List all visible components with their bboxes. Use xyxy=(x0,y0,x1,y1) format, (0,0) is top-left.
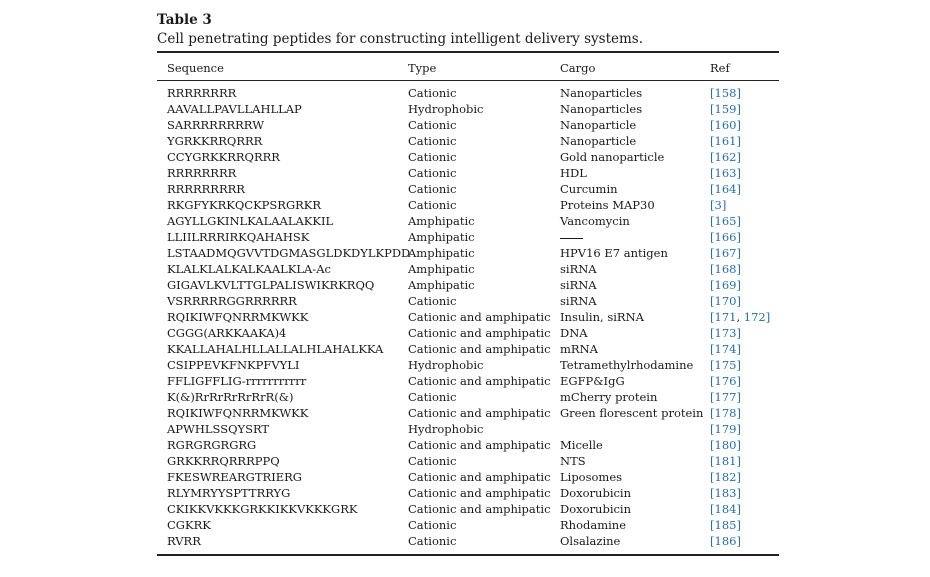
cell-ref: [173] xyxy=(710,326,741,340)
cell-cargo: Nanoparticle xyxy=(560,134,637,148)
table-caption xyxy=(157,12,643,48)
cell-ref: [181] xyxy=(710,454,741,468)
cell-sequence: AGYLLGKINLKALAALAKKIL xyxy=(167,214,334,228)
citation-link[interactable]: 3 xyxy=(714,198,722,212)
cell-type: Cationic and amphipatic xyxy=(408,326,551,340)
dash-rule xyxy=(560,238,583,239)
bottom-rule xyxy=(157,554,779,556)
cell-ref: [184] xyxy=(710,502,741,516)
citation-link[interactable]: 161 xyxy=(714,134,737,148)
cell-type: Cationic and amphipatic xyxy=(408,342,551,356)
cell-sequence: RLYMRYYSPTTRRYG xyxy=(167,486,291,500)
table-row xyxy=(0,373,930,389)
citation-link[interactable]: 171 xyxy=(714,310,737,324)
cell-cargo: DNA xyxy=(560,326,588,340)
cell-sequence: RGRGRGRGRG xyxy=(167,438,257,452)
table-row xyxy=(0,485,930,501)
table-row xyxy=(0,501,930,517)
cell-cargo: Micelle xyxy=(560,438,603,452)
table-row xyxy=(0,309,930,325)
table-row xyxy=(0,261,930,277)
cell-ref: [166] xyxy=(710,230,741,244)
citation-link[interactable]: 173 xyxy=(714,326,737,340)
cell-type: Cationic and amphipatic xyxy=(408,406,551,420)
cell-sequence: RKGFYKRKQCKPSRGRKR xyxy=(167,198,322,212)
citation-link[interactable]: 163 xyxy=(714,166,737,180)
cell-cargo: Doxorubicin xyxy=(560,502,632,516)
cell-sequence: KLALKLALKALKAALKLA-Ac xyxy=(167,262,331,276)
cargo-text xyxy=(583,229,584,230)
cell-ref: [164] xyxy=(710,182,741,196)
table-row xyxy=(0,421,930,437)
cell-ref: [180] xyxy=(710,438,741,452)
cell-ref: [168] xyxy=(710,262,741,276)
citation-link[interactable]: 178 xyxy=(714,406,737,420)
citation-link[interactable]: 165 xyxy=(714,214,737,228)
cell-type: Amphipatic xyxy=(408,278,475,292)
citation-link[interactable]: 168 xyxy=(714,262,737,276)
cell-ref: [167] xyxy=(710,246,741,260)
cell-cargo: siRNA xyxy=(560,294,597,308)
header-ref: Ref xyxy=(710,61,730,75)
table-row xyxy=(0,389,930,405)
cell-sequence: RRRRRRRR xyxy=(167,86,237,100)
cell-cargo: Vancomycin xyxy=(560,214,630,228)
cell-type: Cationic and amphipatic xyxy=(408,502,551,516)
citation-link[interactable]: 170 xyxy=(714,294,737,308)
cell-type: Cationic xyxy=(408,118,457,132)
citation-link[interactable]: 160 xyxy=(714,118,737,132)
table-row xyxy=(0,341,930,357)
citation-link[interactable]: 172 xyxy=(743,310,766,324)
cell-type: Hydrophobic xyxy=(408,102,484,116)
cell-ref: [171, 172] xyxy=(710,310,771,324)
citation-link[interactable]: 179 xyxy=(714,422,737,436)
cell-cargo: HDL xyxy=(560,166,587,180)
table-row xyxy=(0,533,930,549)
table-body xyxy=(0,85,930,549)
cell-ref: [159] xyxy=(710,102,741,116)
cell-ref: [183] xyxy=(710,486,741,500)
cell-ref: [163] xyxy=(710,166,741,180)
cell-sequence: FKESWREARGTRIERG xyxy=(167,470,302,484)
cell-cargo: Nanoparticles xyxy=(560,102,643,116)
cell-type: Hydrophobic xyxy=(408,358,484,372)
citation-link[interactable]: 159 xyxy=(714,102,737,116)
cell-ref: [177] xyxy=(710,390,741,404)
ref-separator: , xyxy=(736,310,744,324)
table-row xyxy=(0,85,930,101)
cell-sequence: CGGG(ARKKAAKA)4 xyxy=(167,326,287,340)
cell-sequence: RVRR xyxy=(167,534,201,548)
cell-ref: [179] xyxy=(710,422,741,436)
cell-sequence: GIGAVLKVLTTGLPALISWIKRKRQQ xyxy=(167,278,375,292)
cell-ref: [3] xyxy=(710,198,727,212)
top-rule xyxy=(157,51,779,53)
cell-cargo: Nanoparticle xyxy=(560,118,637,132)
cell-ref: [178] xyxy=(710,406,741,420)
cell-type: Cationic xyxy=(408,150,457,164)
cell-type: Cationic and amphipatic xyxy=(408,486,551,500)
table-row xyxy=(0,437,930,453)
cell-sequence: RQIKIWFQNRRMKWKK xyxy=(167,406,309,420)
cell-sequence: VSRRRRRGGRRRRRR xyxy=(167,294,297,308)
cell-ref: [161] xyxy=(710,134,741,148)
cell-ref: [160] xyxy=(710,118,741,132)
cell-cargo: Proteins MAP30 xyxy=(560,198,655,212)
citation-link[interactable]: 162 xyxy=(714,150,737,164)
cell-sequence: GRKKRRQRRRPPQ xyxy=(167,454,280,468)
cell-sequence: SARRRRRRRRW xyxy=(167,118,265,132)
cell-sequence: CGKRK xyxy=(167,518,211,532)
cell-ref: [174] xyxy=(710,342,741,356)
citation-link[interactable]: 164 xyxy=(714,182,737,196)
cell-cargo: siRNA xyxy=(560,278,597,292)
cell-ref: [175] xyxy=(710,358,741,372)
table-row xyxy=(0,357,930,373)
cell-type: Cationic xyxy=(408,198,457,212)
cell-ref: [162] xyxy=(710,150,741,164)
cell-cargo: Rhodamine xyxy=(560,518,627,532)
table-row xyxy=(0,453,930,469)
cell-sequence: RRRRRRRR xyxy=(167,166,237,180)
cell-cargo: Insulin, siRNA xyxy=(560,310,644,324)
table-row xyxy=(0,277,930,293)
table-row xyxy=(0,149,930,165)
cell-type: Amphipatic xyxy=(408,262,475,276)
cell-ref: [169] xyxy=(710,278,741,292)
citation-link[interactable]: 186 xyxy=(714,534,737,548)
cell-ref: [165] xyxy=(710,214,741,228)
cell-sequence: LSTAADMQGVVTDGMASGLDKDYLKPDD xyxy=(167,246,411,260)
table-row xyxy=(0,101,930,117)
table-row xyxy=(0,293,930,309)
cell-cargo: Doxorubicin xyxy=(560,486,632,500)
cell-cargo: Curcumin xyxy=(560,182,618,196)
table-row xyxy=(0,181,930,197)
citation-link[interactable]: 166 xyxy=(714,230,737,244)
cell-sequence: CCYGRKKRRQRRR xyxy=(167,150,280,164)
cell-sequence: YGRKKRRQRRR xyxy=(167,134,263,148)
citation-link[interactable]: 175 xyxy=(714,358,737,372)
citation-link[interactable]: 174 xyxy=(714,342,737,356)
citation-link[interactable]: 184 xyxy=(714,502,737,516)
table-row xyxy=(0,117,930,133)
cell-type: Cationic xyxy=(408,182,457,196)
cell-ref: [158] xyxy=(710,86,741,100)
cell-cargo: Olsalazine xyxy=(560,534,621,548)
cell-type: Cationic xyxy=(408,518,457,532)
cell-type: Cationic xyxy=(408,294,457,308)
table-row xyxy=(0,325,930,341)
cell-cargo: HPV16 E7 antigen xyxy=(560,246,668,260)
cell-type: Cationic and amphipatic xyxy=(408,374,551,388)
cell-ref: [185] xyxy=(710,518,741,532)
header-rule xyxy=(157,80,779,81)
cell-cargo: Gold nanoparticle xyxy=(560,150,665,164)
cell-type: Hydrophobic xyxy=(408,422,484,436)
citation-link[interactable]: 176 xyxy=(714,374,737,388)
cell-type: Cationic xyxy=(408,134,457,148)
table-row xyxy=(0,197,930,213)
cell-cargo: Tetramethylrhodamine xyxy=(560,358,694,372)
cell-cargo: Liposomes xyxy=(560,470,623,484)
cell-sequence: K(&)RrRrRrRrRrR(&) xyxy=(167,390,294,404)
cell-sequence: FFLIGFFLIG-rrrrrrrrrrr xyxy=(167,374,307,388)
cell-type: Cationic and amphipatic xyxy=(408,438,551,452)
table-row xyxy=(0,213,930,229)
table-row xyxy=(0,245,930,261)
table-title: Cell penetrating peptides for constructing intelligent delivery systems. xyxy=(157,31,643,47)
citation-link[interactable]: 177 xyxy=(714,390,737,404)
header-type: Type xyxy=(408,61,437,75)
cell-type: Cationic xyxy=(408,454,457,468)
cell-ref: [176] xyxy=(710,374,741,388)
cell-type: Cationic and amphipatic xyxy=(408,310,551,324)
table-row xyxy=(0,133,930,149)
cell-sequence: AAVALLPAVLLAHLLAP xyxy=(167,102,302,116)
cell-sequence: RQIKIWFQNRRMKWKK xyxy=(167,310,309,324)
cell-type: Cationic xyxy=(408,534,457,548)
cell-sequence: CSIPPEVKFNKPFVYLI xyxy=(167,358,300,372)
cell-cargo: Nanoparticles xyxy=(560,86,643,100)
cell-ref: [186] xyxy=(710,534,741,548)
header-sequence: Sequence xyxy=(167,61,224,75)
citation-link[interactable]: 185 xyxy=(714,518,737,532)
cell-type: Cationic xyxy=(408,86,457,100)
table-row xyxy=(0,229,930,245)
citation-link[interactable]: 180 xyxy=(714,438,737,452)
citation-link[interactable]: 183 xyxy=(714,486,737,500)
cell-cargo: mCherry protein xyxy=(560,390,658,404)
table-row xyxy=(0,405,930,421)
cell-type: Amphipatic xyxy=(408,246,475,260)
cell-type: Cationic xyxy=(408,390,457,404)
cell-type: Cationic and amphipatic xyxy=(408,470,551,484)
cell-type: Amphipatic xyxy=(408,214,475,228)
cell-cargo: siRNA xyxy=(560,262,597,276)
cell-sequence: APWHLSSQYSRT xyxy=(167,422,270,436)
citation-link[interactable]: 169 xyxy=(714,278,737,292)
citation-link[interactable]: 182 xyxy=(714,470,737,484)
table-row xyxy=(0,469,930,485)
citation-link[interactable]: 167 xyxy=(714,246,737,260)
header-cargo: Cargo xyxy=(560,61,596,75)
cell-cargo: EGFP&IgG xyxy=(560,374,625,388)
cell-sequence: LLIILRRRIRKQAHAHSK xyxy=(167,230,310,244)
table-row xyxy=(0,517,930,533)
cell-type: Amphipatic xyxy=(408,230,475,244)
cell-ref: [182] xyxy=(710,470,741,484)
cell-cargo xyxy=(560,229,583,245)
cell-cargo: Green florescent protein xyxy=(560,406,704,420)
cell-sequence: RRRRRRRRR xyxy=(167,182,245,196)
citation-link[interactable]: 158 xyxy=(714,86,737,100)
cell-cargo: mRNA xyxy=(560,342,598,356)
cell-type: Cationic xyxy=(408,166,457,180)
cell-sequence: KKALLAHALHLLALLALHLAHALKKA xyxy=(167,342,384,356)
table-row xyxy=(0,165,930,181)
cell-sequence: CKIKKVKKKGRKKIKKVKKKGRK xyxy=(167,502,358,516)
cell-cargo: NTS xyxy=(560,454,586,468)
cell-ref: [170] xyxy=(710,294,741,308)
citation-link[interactable]: 181 xyxy=(714,454,737,468)
table-label: Table 3 xyxy=(157,12,212,28)
